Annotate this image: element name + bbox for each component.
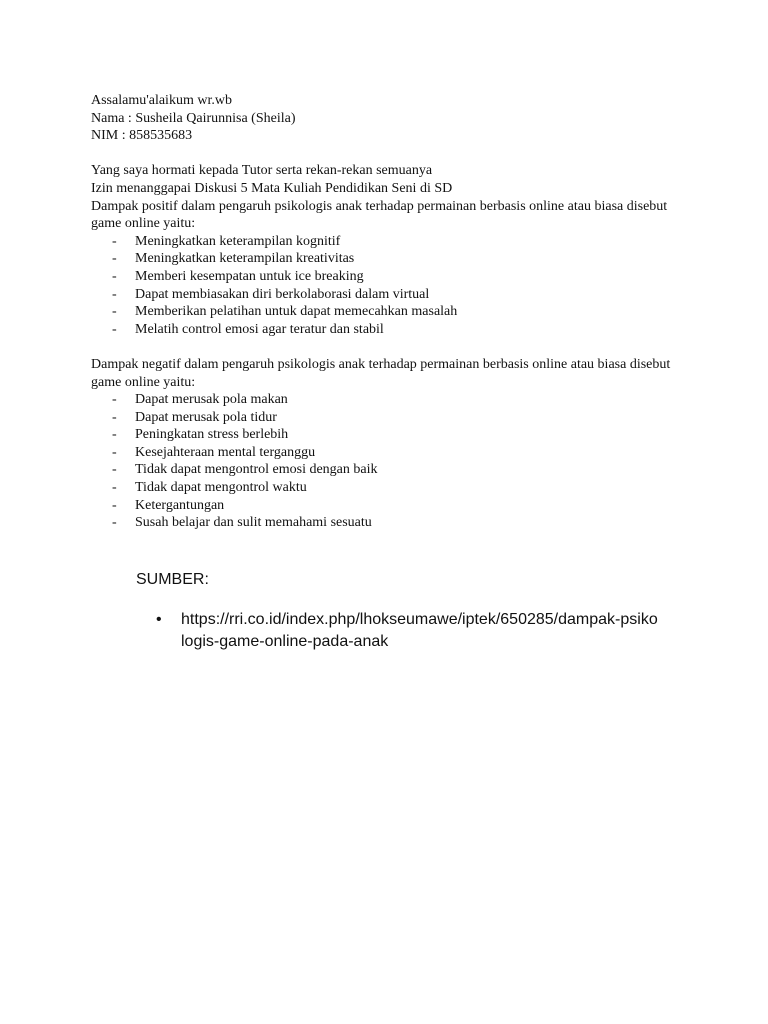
list-item (91, 321, 691, 339)
dash-marker: - (112, 497, 117, 513)
source-link[interactable]: https://rri.co.id/index.php/lhokseumawe/iptek/650285/dampak-psikologis-game-online-pada-anak (181, 611, 658, 650)
spacer (91, 145, 691, 163)
list-item (91, 479, 691, 497)
list-item (91, 303, 691, 321)
list-item-text: Tidak dapat mengontrol emosi dengan baik (135, 462, 378, 478)
source-list-item (136, 609, 661, 653)
list-item-text: Tidak dapat mengontrol waktu (135, 480, 307, 496)
list-item-text: Dapat merusak pola tidur (135, 409, 277, 425)
dash-marker: - (112, 515, 117, 531)
dash-marker: - (112, 286, 117, 302)
salutation-line: Yang saya hormati kepada Tutor serta rekan-rekan semuanya (91, 163, 433, 179)
list-item (91, 268, 691, 286)
dash-marker: - (112, 462, 117, 478)
negative-list (91, 391, 691, 532)
dash-marker: - (112, 444, 117, 460)
intro-line: Izin menanggapai Diskusi 5 Mata Kuliah Pendidikan Seni di SD (91, 180, 453, 196)
positive-list (91, 233, 691, 339)
dash-marker: - (112, 251, 117, 267)
list-item (91, 409, 691, 427)
negative-heading: Dampak negatif dalam pengaruh psikologis anak terhadap permainan berbasis online atau biasa disebut game online yaitu: (91, 356, 671, 390)
list-item (91, 250, 691, 268)
list-item-text: Ketergantungan (135, 497, 225, 513)
source-title: SUMBER: (136, 571, 209, 588)
dash-marker: - (112, 268, 117, 284)
list-item-text: Susah belajar dan sulit memahami sesuatu (135, 515, 372, 531)
dash-marker: - (112, 409, 117, 425)
source-section (136, 569, 696, 653)
dash-marker: - (112, 480, 117, 496)
list-item-text: Melatih control emosi agar teratur dan stabil (135, 321, 384, 337)
list-item (91, 444, 691, 462)
list-item-text: Dapat merusak pola makan (135, 392, 288, 408)
dash-marker: - (112, 427, 117, 443)
nim-line: NIM : 858535683 (91, 128, 193, 144)
dash-marker: - (112, 304, 117, 320)
positive-heading: Dampak positif dalam pengaruh psikologis anak terhadap permainan berbasis online atau biasa disebut game online yaitu: (91, 198, 668, 232)
spacer (91, 338, 691, 356)
dash-marker: - (112, 392, 117, 408)
list-item-text: Meningkatkan keterampilan kognitif (135, 233, 341, 249)
list-item (91, 514, 691, 532)
list-item (91, 461, 691, 479)
list-item-text: Memberikan pelatihan untuk dapat memecahkan masalah (135, 304, 458, 320)
list-item-text: Memberi kesempatan untuk ice breaking (135, 268, 364, 284)
name-line: Nama : Susheila Qairunnisa (Sheila) (91, 110, 296, 126)
list-item (91, 426, 691, 444)
source-list (136, 609, 696, 653)
list-item (91, 233, 691, 251)
bullet-marker: • (156, 611, 162, 628)
list-item-text: Dapat membiasakan diri berkolaborasi dalam virtual (135, 286, 430, 302)
list-item-text: Kesejahteraan mental terganggu (135, 444, 316, 460)
document-body (91, 92, 691, 532)
list-item-text: Peningkatan stress berlebih (135, 427, 289, 443)
list-item (91, 391, 691, 409)
dash-marker: - (112, 233, 117, 249)
list-item-text: Meningkatkan keterampilan kreativitas (135, 251, 355, 267)
greeting-line: Assalamu'alaikum wr.wb (91, 93, 232, 108)
dash-marker: - (112, 321, 117, 337)
list-item (91, 497, 691, 515)
list-item (91, 286, 691, 304)
